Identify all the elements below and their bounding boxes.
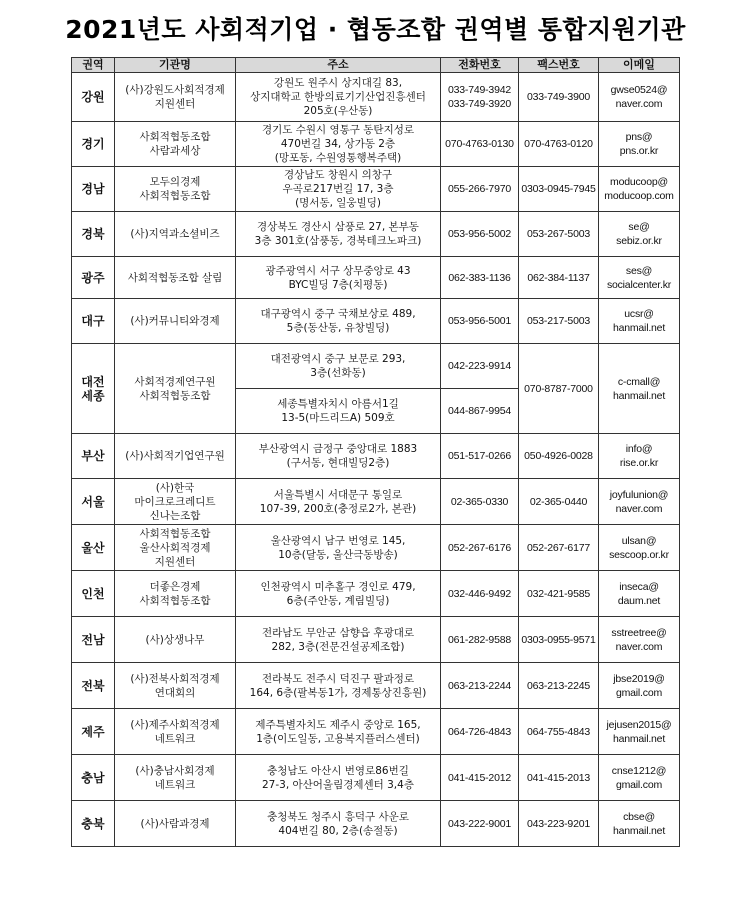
email-cell-line: naver.com: [615, 640, 663, 653]
org-cell: [115, 755, 236, 801]
table-body: [72, 73, 680, 847]
address-cell-line: 우곡로217번길 17, 3층: [282, 183, 394, 195]
phone-cell-line: 051-517-0266: [448, 450, 511, 462]
region-cell: [72, 479, 115, 525]
email-cell-line: naver.com: [615, 502, 663, 515]
address-cell-line: 107-39, 200호(충정로2가, 본관): [259, 502, 417, 515]
email-cell-line: info@: [625, 443, 653, 455]
region-cell-line: 충남: [81, 770, 105, 785]
fax-cell: [519, 617, 599, 663]
org-cell-line: (사)전북사회적경제: [130, 672, 220, 685]
email-cell: [599, 525, 680, 571]
address-cell-line: (구서동, 현대빌딩2층): [286, 457, 390, 469]
region-cell: [72, 167, 115, 212]
region-cell-line: 경북: [81, 227, 105, 241]
region-cell-line: 경남: [81, 182, 105, 196]
org-cell: [115, 212, 236, 257]
table-row: [72, 801, 680, 847]
org-cell-line: 신나는조합: [149, 509, 201, 522]
address-cell-line: 282, 3층(전문건설공제조합): [271, 640, 405, 653]
fax-cell: [519, 73, 599, 122]
address-cell-line: 27-3, 아산어울림경제센터 3,4층: [262, 778, 414, 791]
fax-cell: [519, 801, 599, 847]
address-cell-line: 13-5(마드리드A) 509호: [281, 412, 395, 424]
org-cell: [115, 344, 236, 434]
org-cell-line: 마이크로크레디트: [134, 495, 216, 508]
table-row: [72, 257, 680, 299]
org-cell: [115, 801, 236, 847]
phone-cell: [441, 122, 519, 167]
email-cell-line: hanmail.net: [612, 732, 666, 745]
fax-cell-line: 032-421-9585: [527, 587, 590, 600]
table-row: [72, 299, 680, 344]
org-cell: [115, 479, 236, 525]
address-cell-line: 인천광역시 미추홀구 경인로 479,: [260, 580, 416, 593]
address-cell-line: 6층(주안동, 계림빌딩): [286, 594, 390, 607]
org-cell-line: (사)충남사회경제: [135, 764, 215, 777]
email-cell-line: joyfulunion@: [609, 488, 669, 501]
email-cell: [599, 167, 680, 212]
org-cell-line: (사)사람과경제: [140, 817, 210, 830]
phone-cell: [441, 571, 519, 617]
address-cell: [236, 434, 441, 479]
fax-cell-line: 063-213-2245: [527, 679, 590, 692]
fax-cell-line: 064-755-4843: [527, 725, 590, 738]
address-cell-line: 5층(동산동, 유창빌딩): [286, 322, 390, 334]
org-cell: [115, 571, 236, 617]
address-cell: [236, 212, 441, 257]
org-cell-line: 사회적협동조합: [139, 594, 211, 607]
region-cell-line: 울산: [81, 540, 105, 555]
phone-cell-line: 055-266-7970: [448, 183, 511, 195]
org-cell-line: 모두의경제: [149, 176, 201, 188]
email-cell: [599, 663, 680, 709]
region-cell: [72, 434, 115, 479]
email-cell-line: rise.or.kr: [619, 457, 659, 469]
support-agency-table: [71, 57, 680, 847]
region-cell: [72, 663, 115, 709]
email-cell-line: daum.net: [617, 594, 661, 607]
table-row: [72, 755, 680, 801]
org-cell-line: 사회적협동조합: [139, 190, 211, 202]
address-cell-line: 경상북도 경산시 삼풍로 27, 본부동: [257, 221, 419, 233]
address-cell-line: 3층(선화동): [310, 367, 366, 379]
address-cell: [236, 525, 441, 571]
email-cell-line: hanmail.net: [612, 389, 666, 402]
phone-cell-line: 053-956-5002: [448, 228, 511, 240]
phone-cell: [441, 755, 519, 801]
org-cell: [115, 257, 236, 299]
table-row: [72, 663, 680, 709]
address-cell-line: 10층(달동, 울산극동방송): [278, 548, 398, 561]
fax-cell: [519, 212, 599, 257]
org-cell-line: 사회적협동조합 살림: [127, 271, 223, 284]
address-cell-line: (명서동, 일웅빌딩): [295, 197, 381, 209]
org-cell: [115, 73, 236, 122]
fax-cell-line: 062-384-1137: [527, 271, 590, 284]
org-cell-line: (사)커뮤니티와경제: [130, 315, 220, 327]
region-cell: [72, 709, 115, 755]
address-cell-line: 충청남도 아산시 번영로86번길: [267, 764, 409, 777]
email-cell-line: naver.com: [615, 98, 663, 110]
org-cell-line: 사회적협동조합: [139, 389, 211, 402]
address-cell-line: 강원도 원주시 상지대길 83,: [273, 77, 403, 89]
address-cell-line: 전라남도 무안군 삼향읍 후광대로: [261, 626, 414, 639]
fax-cell: [519, 167, 599, 212]
region-cell-line: 서울: [81, 494, 105, 509]
email-cell: [599, 299, 680, 344]
fax-cell: [519, 299, 599, 344]
fax-cell-line: 0303-0945-7945: [521, 183, 596, 195]
phone-cell-line: 063-213-2244: [448, 679, 511, 692]
org-cell-line: 사회적협동조합: [139, 527, 211, 540]
org-cell-line: 지원센터: [154, 98, 196, 110]
email-cell: [599, 122, 680, 167]
table-row: [72, 617, 680, 663]
phone-cell-line: 02-365-0330: [450, 495, 509, 508]
address-cell: [236, 709, 441, 755]
address-cell-line: 전라북도 전주시 덕진구 팔과정로: [261, 672, 414, 685]
email-cell-line: moducoop.com: [604, 190, 674, 202]
address-cell-line: 404번길 80, 2층(송절동): [278, 824, 398, 837]
org-cell: [115, 663, 236, 709]
phone-cell-line: 032-446-9492: [448, 587, 511, 600]
email-cell-line: sebiz.or.kr: [616, 235, 662, 247]
address-cell: [236, 167, 441, 212]
email-cell-line: gmail.com: [615, 686, 663, 699]
email-cell-line: socialcenter.kr: [606, 278, 672, 291]
phone-cell-line: 064-726-4843: [448, 725, 511, 738]
phone-cell: [441, 73, 519, 122]
email-cell-line: ses@: [625, 264, 653, 277]
email-cell-line: sescoop.or.kr: [609, 548, 669, 561]
address-cell: [236, 389, 441, 434]
region-cell-line: 전남: [81, 632, 105, 647]
phone-cell-line: 044-867-9954: [448, 405, 511, 417]
org-cell: [115, 434, 236, 479]
org-cell-line: (사)한국: [155, 481, 195, 494]
region-cell-line: 세종: [81, 388, 105, 403]
table-row: [72, 434, 680, 479]
table-row: [72, 122, 680, 167]
table-row: [72, 212, 680, 257]
table-row: [72, 73, 680, 122]
email-cell-line: se@: [628, 221, 650, 233]
org-cell: [115, 167, 236, 212]
email-cell-line: gmail.com: [615, 778, 663, 791]
header-org: 기관명: [115, 58, 236, 73]
phone-cell: [441, 617, 519, 663]
email-cell-line: gwse0524@: [610, 84, 668, 96]
address-cell-line: 서울특별시 서대문구 통일로: [273, 488, 403, 501]
phone-cell: [441, 257, 519, 299]
address-cell-line: 164, 6층(팔복동1가, 경제통상진흥원): [249, 686, 427, 699]
fax-cell-line: 0303-0955-9571: [521, 633, 596, 646]
phone-cell: [441, 801, 519, 847]
phone-cell-line: 052-267-6176: [448, 541, 511, 554]
address-cell-line: BYC빌딩 7층(치평동): [288, 278, 388, 291]
email-cell: [599, 434, 680, 479]
address-cell-line: 충청북도 청주시 흥덕구 사운로: [267, 810, 409, 823]
phone-cell-line: 070-4763-0130: [445, 138, 514, 150]
address-cell-line: 제주특별자치도 제주시 중앙로 165,: [255, 718, 421, 731]
address-cell-line: 대구광역시 중구 국채보상로 489,: [260, 308, 416, 320]
org-cell-line: 연대회의: [154, 686, 196, 699]
address-cell-line: 470번길 34, 상가동 2층: [280, 138, 396, 150]
header-phone: 전화번호: [441, 58, 519, 73]
fax-cell-line: 053-267-5003: [527, 228, 590, 240]
region-cell: [72, 299, 115, 344]
phone-cell-line: 033-749-3942: [448, 84, 511, 96]
address-cell-line: 205호(우산동): [303, 105, 373, 117]
region-cell: [72, 525, 115, 571]
phone-cell: [441, 167, 519, 212]
table-row: [72, 479, 680, 525]
header-address: 주소: [236, 58, 441, 73]
fax-cell-line: 070-4763-0120: [524, 138, 593, 150]
phone-cell: [441, 479, 519, 525]
fax-cell-line: 041-415-2013: [527, 771, 590, 784]
address-cell-line: 3층 301호(삼풍동, 경북테크노파크): [254, 235, 422, 247]
email-cell-line: cbse@: [623, 810, 655, 823]
address-cell: [236, 299, 441, 344]
fax-cell: [519, 709, 599, 755]
region-cell-line: 인천: [81, 586, 105, 601]
phone-cell: [441, 299, 519, 344]
org-cell-line: 울산사회적경제: [139, 541, 211, 554]
region-cell-line: 대구: [81, 314, 105, 328]
address-cell-line: (망포동, 수원영통행복주택): [274, 152, 402, 164]
org-cell: [115, 709, 236, 755]
fax-cell-line: 053-217-5003: [527, 315, 590, 327]
table-row: [72, 525, 680, 571]
email-cell-line: pns@: [625, 131, 653, 143]
phone-cell-line: 042-223-9914: [448, 360, 511, 372]
address-cell: [236, 122, 441, 167]
phone-cell: [441, 525, 519, 571]
address-cell-line: 1층(이도일동, 고용복지플러스센터): [256, 732, 420, 745]
org-cell: [115, 299, 236, 344]
table-row: [72, 709, 680, 755]
fax-cell: [519, 755, 599, 801]
address-cell: [236, 801, 441, 847]
document-title: 2021년도 사회적기업 · 협동조합 권역별 통합지원기관: [65, 15, 686, 44]
org-cell-line: 더좋은경제: [149, 580, 201, 593]
email-cell-line: ucsr@: [624, 308, 654, 320]
email-cell-line: hanmail.net: [612, 322, 666, 334]
address-cell: [236, 663, 441, 709]
address-cell-line: 부산광역시 금정구 중앙대로 1883: [258, 443, 418, 455]
region-cell: [72, 571, 115, 617]
fax-cell-line: 052-267-6177: [527, 541, 590, 554]
org-cell-line: 네트워크: [154, 778, 196, 791]
fax-cell: [519, 257, 599, 299]
region-cell-line: 경기: [81, 137, 105, 151]
region-cell-line: 광주: [81, 270, 105, 285]
address-cell: [236, 479, 441, 525]
org-cell-line: (사)강원도사회적경제: [125, 84, 225, 96]
email-cell: [599, 801, 680, 847]
phone-cell-line: 061-282-9588: [448, 633, 511, 646]
address-cell-line: 세종특별자치시 아름서1길: [277, 398, 399, 410]
email-cell-line: ulsan@: [621, 534, 657, 547]
email-cell-line: jejusen2015@: [606, 718, 672, 731]
email-cell: [599, 617, 680, 663]
address-cell-line: 상지대학교 한방의료기기산업진흥센터: [250, 91, 426, 103]
org-cell: [115, 525, 236, 571]
org-cell-line: 지원센터: [154, 555, 196, 568]
org-cell-line: (사)지역과소셜비즈: [130, 228, 220, 240]
org-cell-line: (사)상생나무: [145, 633, 205, 646]
region-cell: [72, 801, 115, 847]
email-cell-line: hanmail.net: [612, 824, 666, 837]
table-row: [72, 571, 680, 617]
email-cell-line: inseca@: [619, 580, 659, 593]
region-cell: [72, 755, 115, 801]
fax-cell: [519, 663, 599, 709]
address-cell-line: 광주광역시 서구 상무중앙로 43: [265, 264, 411, 277]
email-cell-line: pns.or.kr: [619, 145, 659, 157]
email-cell-line: moducoop@: [610, 176, 668, 188]
fax-cell: [519, 525, 599, 571]
phone-cell: [441, 709, 519, 755]
address-cell: [236, 73, 441, 122]
phone-cell-line: 043-222-9001: [448, 817, 511, 830]
fax-cell: [519, 479, 599, 525]
org-cell-line: 사회적협동조합: [139, 131, 211, 143]
phone-cell-line: 033-749-3920: [448, 98, 511, 110]
table-header-row: [72, 58, 680, 73]
region-cell: [72, 73, 115, 122]
fax-cell: [519, 122, 599, 167]
email-cell: [599, 571, 680, 617]
table-row: [72, 167, 680, 212]
email-cell-line: jbse2019@: [613, 672, 665, 685]
org-cell: [115, 617, 236, 663]
region-cell-line: 제주: [81, 724, 105, 739]
email-cell: [599, 212, 680, 257]
fax-cell-line: 050-4926-0028: [524, 450, 593, 462]
email-cell-line: sstreetree@: [611, 626, 667, 639]
region-cell: [72, 344, 115, 434]
address-cell: [236, 257, 441, 299]
fax-cell-line: 043-223-9201: [527, 817, 590, 830]
header-region: 권역: [72, 58, 115, 73]
phone-cell-line: 062-383-1136: [448, 271, 511, 284]
address-cell: [236, 755, 441, 801]
phone-cell: [441, 344, 519, 389]
address-cell-line: 경상남도 창원시 의창구: [283, 169, 393, 181]
org-cell-line: 네트워크: [154, 732, 196, 745]
address-cell: [236, 571, 441, 617]
region-cell-line: 충북: [81, 816, 105, 831]
address-cell-line: 경기도 수원시 영통구 동탄지성로: [261, 124, 414, 136]
table-row: [72, 344, 680, 389]
address-cell-line: 대전광역시 중구 보문로 293,: [270, 353, 406, 365]
phone-cell: [441, 663, 519, 709]
org-cell-line: 사람과세상: [149, 145, 201, 157]
address-cell: [236, 344, 441, 389]
email-cell: [599, 257, 680, 299]
phone-cell: [441, 212, 519, 257]
org-cell: [115, 122, 236, 167]
email-cell: [599, 755, 680, 801]
address-cell-line: 울산광역시 남구 번영로 145,: [270, 534, 406, 547]
email-cell: [599, 709, 680, 755]
region-cell: [72, 257, 115, 299]
region-cell-line: 부산: [81, 449, 105, 463]
org-cell-line: (사)제주사회적경제: [130, 718, 220, 731]
fax-cell: [519, 344, 599, 434]
phone-cell: [441, 389, 519, 434]
fax-cell-line: 02-365-0440: [529, 495, 588, 508]
fax-cell: [519, 434, 599, 479]
fax-cell-line: 033-749-3900: [527, 91, 590, 103]
email-cell: [599, 479, 680, 525]
region-cell: [72, 617, 115, 663]
header-email: 이메일: [599, 58, 680, 73]
fax-cell: [519, 571, 599, 617]
region-cell: [72, 212, 115, 257]
org-cell-line: (사)사회적기업연구원: [125, 450, 225, 462]
email-cell: [599, 344, 680, 434]
phone-cell-line: 053-956-5001: [448, 315, 511, 327]
fax-cell-line: 070-8787-7000: [524, 382, 593, 395]
region-cell-line: 전북: [81, 678, 105, 693]
email-cell: [599, 73, 680, 122]
phone-cell: [441, 434, 519, 479]
org-cell-line: 사회적경제연구원: [134, 375, 216, 388]
email-cell-line: c-cmall@: [617, 375, 661, 388]
email-cell-line: cnse1212@: [611, 764, 667, 777]
address-cell: [236, 617, 441, 663]
region-cell: [72, 122, 115, 167]
region-cell-line: 대전: [81, 374, 105, 389]
region-cell-line: 강원: [81, 90, 105, 104]
phone-cell-line: 041-415-2012: [448, 771, 511, 784]
header-fax: 팩스번호: [519, 58, 599, 73]
